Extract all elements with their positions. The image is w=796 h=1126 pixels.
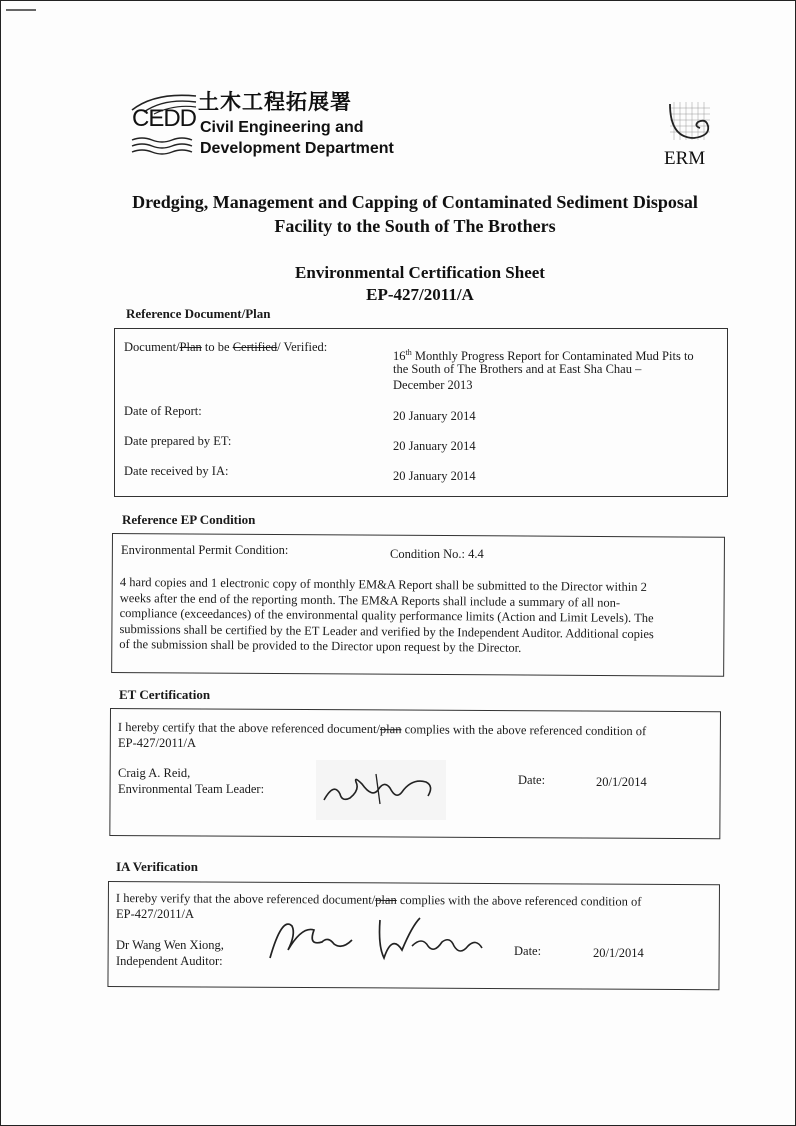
et-statement-line1: I hereby certify that the above referenced document/plan complies with the above referenced condition of (117, 720, 647, 739)
condition-text: 4 hard copies and 1 electronic copy of monthly EM&A Report shall be submitted to the Director within 2 weeks after the end of the reporting month. The EM&A Reports shall include a summary of all non- compliance (exceedances) of the environmental quality performance limits (Action and Limit Levels). The submissions shall be certified by the ET Leader and verified by the Independent Auditor. Additional copies of the submission shall be provided to the Director upon request by the Director. (119, 575, 654, 655)
ia-date-label: Date: (514, 944, 542, 958)
et-date-label: Date: (518, 773, 546, 787)
erm-grid-emblem-icon (660, 100, 712, 146)
document-type-label: Document/Plan to be Certified/ Verified: (124, 340, 328, 354)
struck-plan-text: Plan (179, 340, 202, 354)
document-value-line3: December 2013 (393, 378, 473, 392)
ia-verification-heading: IA Verification (116, 859, 198, 874)
et-signature (316, 760, 446, 820)
ia-auditor-name: Dr Wang Wen Xiong, (116, 938, 224, 952)
reference-document-heading: Reference Document/Plan (126, 306, 271, 321)
date-received-label: Date received by IA: (124, 464, 229, 478)
cedd-abbreviation: CEDD (132, 105, 197, 132)
et-date-value: 20/1/2014 (596, 775, 647, 789)
struck-plan-text: plan (379, 722, 402, 737)
ia-statement-line1: I hereby verify that the above referenced document/plan complies with the above referenced condition of (115, 891, 642, 909)
ia-date-value: 20/1/2014 (593, 946, 644, 960)
cedd-name-line1: Civil Engineering and (200, 119, 364, 136)
ep-condition-heading: Reference EP Condition (122, 512, 256, 527)
et-statement-line2: EP-427/2011/A (118, 736, 197, 750)
cedd-name-line2: Development Department (200, 140, 394, 157)
document-value-line2: the South of The Brothers and at East Sha Chau – (393, 362, 642, 376)
date-of-report-value: 20 January 2014 (393, 409, 476, 423)
sheet-title: Environmental Certification Sheet (295, 263, 545, 282)
struck-plan-text: plan (375, 892, 397, 907)
scan-corner-mark (6, 9, 36, 11)
ia-signature (262, 906, 492, 972)
date-received-value: 20 January 2014 (393, 469, 476, 483)
et-leader-name: Craig A. Reid, (118, 766, 191, 780)
cedd-wave-bottom-icon (130, 134, 200, 160)
document-title-line2: Facility to the South of The Brothers (274, 216, 556, 236)
date-of-report-label: Date of Report: (124, 404, 202, 418)
erm-logo (660, 100, 720, 170)
erm-label: ERM (664, 148, 706, 169)
document-title-line1: Dredging, Management and Capping of Contaminated Sediment Disposal (132, 192, 698, 212)
struck-certified-text: Certified (232, 340, 278, 354)
permit-number-title: EP-427/2011/A (366, 285, 474, 304)
document-value-line1: 16th Monthly Progress Report for Contaminated Mud Pits to (393, 348, 694, 364)
date-prepared-label: Date prepared by ET: (124, 434, 232, 448)
ia-auditor-role: Independent Auditor: (116, 954, 223, 968)
ia-statement-line2: EP-427/2011/A (116, 907, 195, 921)
cedd-logo (130, 86, 400, 166)
cedd-chinese-name: 土木工程拓展署 (198, 90, 352, 114)
et-leader-role: Environmental Team Leader: (118, 782, 265, 796)
et-certification-heading: ET Certification (119, 687, 211, 702)
condition-number: Condition No.: 4.4 (390, 547, 484, 561)
date-prepared-value: 20 January 2014 (393, 439, 476, 453)
permit-condition-label: Environmental Permit Condition: (121, 543, 289, 557)
